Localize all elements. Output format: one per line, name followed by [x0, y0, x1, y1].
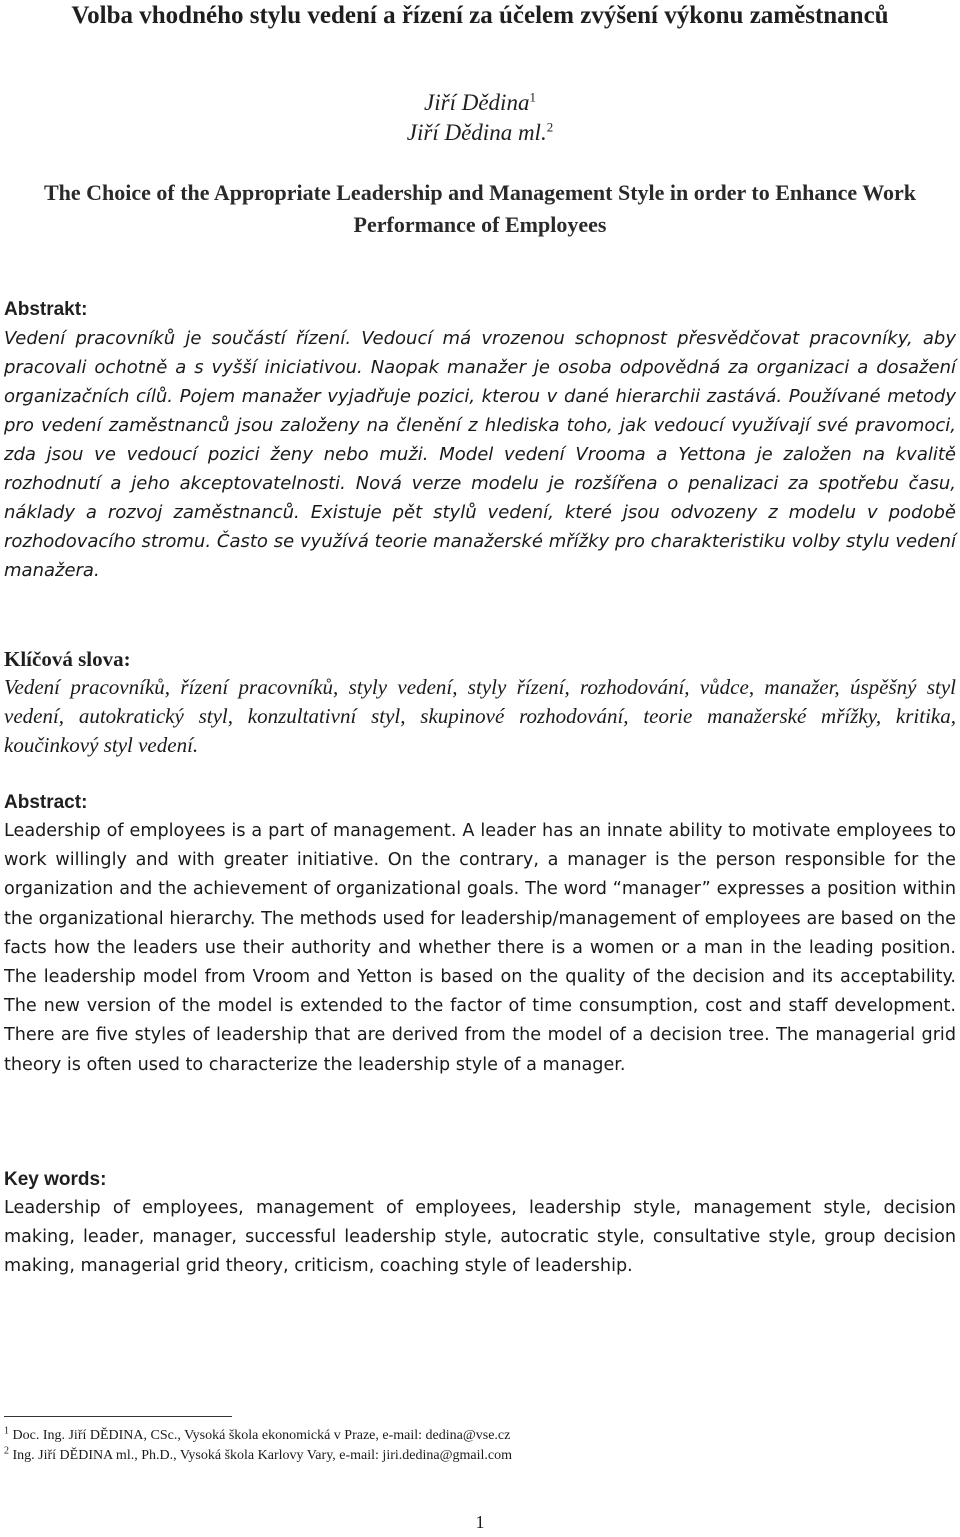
klicova-slova-section	[4, 645, 956, 760]
key-words-text: Leadership of employees, management of employees, leadership style, management style, decision making, leader, manager, successful leadership style, autocratic style, consultative style, group decision making, managerial grid theory, criticism, coaching style of leadership.	[4, 1198, 956, 1277]
footnote-1	[4, 1426, 944, 1446]
abstract-text: Leadership of employees is a part of management. A leader has an innate ability to motivate employees to work willingly and with greater initiative. On the contrary, a manager is the person responsible for the organization and the achievement of organizational goals. The word “manager” expresses a position within the organizational hierarchy. The methods used for leadership/management of employees are based on the facts how the leaders use their authority and whether there is a women or a man in the leading position. The leadership model from Vroom and Yetton is based on the quality of the decision and its acceptability. The new version of the model is extended to the factor of time consumption, cost and staff development. There are five styles of leadership that are derived from the model of a decision tree. The managerial grid theory is often used to characterize the leadership style of a manager.	[4, 821, 956, 1075]
abstrakt-heading: Abstrakt:	[4, 299, 88, 320]
english-title: The Choice of the Appropriate Leadership and Management Style in order to Enhance Work Performance of Employees	[43, 180, 917, 237]
klicova-slova-text: Vedení pracovníků, řízení pracovníků, styly vedení, styly řízení, rozhodování, vůdce, manažer, úspěšný styl vedení, autokratický styl, konzultativní styl, skupinové rozhodování, teorie manažerské mřížky, kritika, koučinkový styl vedení.	[4, 675, 956, 757]
footnote-text: Doc. Ing. Jiří DĚDINA, CSc., Vysoká škola ekonomická v Praze, e-mail: dedina@vse.cz	[12, 1428, 511, 1443]
footnote-mark: 2	[546, 119, 554, 135]
author-name: Jiří Dědina	[424, 90, 530, 115]
footnote-mark: 1	[4, 1425, 9, 1437]
key-words-heading: Key words:	[4, 1169, 107, 1190]
abstract-section	[4, 789, 956, 1080]
author-1	[0, 88, 960, 118]
author-name: Jiří Dědina ml.	[406, 120, 547, 145]
footnote-text: Ing. Jiří DĚDINA ml., Ph.D., Vysoká škola Karlovy Vary, e-mail: jiri.dedina@gmail.com	[12, 1448, 512, 1463]
page-number: 1	[475, 1512, 485, 1532]
author-list	[0, 88, 960, 148]
footnote-divider	[4, 1416, 232, 1417]
paper-title: Volba vhodného stylu vedení a řízení za účelem zvýšení výkonu zaměstnanců	[71, 2, 889, 29]
author-2	[0, 118, 960, 148]
footnote-mark: 2	[4, 1445, 9, 1457]
abstrakt-text: Vedení pracovníků je součástí řízení. Vedoucí má vrozenou schopnost přesvědčovat pracovníky, aby pracovali ochotně a s vyšší iniciativou. Naopak manažer je osoba odpovědná za organizaci a dosažení organizačních cílů. Pojem manažer vyjadřuje pozici, kterou v dané hierarchii zastává. Používané metody pro vedení zaměstnanců jsou založeny na členění z hlediska toho, jak vedoucí využívají své pravomoci, zda jsou ve vedoucí pozici ženy nebo muži. Model vedení Vrooma a Yettona je založen na kvalitě rozhodnutí a jeho akceptovatelnosti. Nová verze modelu je rozšířena o penalizaci za spotřebu času, náklady a rozvoj zaměstnanců. Existuje pět stylů vedení, které jsou odvozeny z modelu v podobě rozhodovacího stromu. Často se využívá teorie manažerské mřížky pro charakteristiku volby stylu vedení manažera.	[4, 328, 956, 581]
footnotes	[4, 1426, 944, 1466]
abstrakt-section	[4, 296, 956, 585]
key-words-section	[4, 1166, 956, 1282]
footnote-2	[4, 1446, 944, 1466]
footnote-mark: 1	[529, 89, 536, 105]
klicova-slova-heading: Klíčová slova:	[4, 647, 131, 671]
abstract-heading: Abstract:	[4, 792, 88, 813]
